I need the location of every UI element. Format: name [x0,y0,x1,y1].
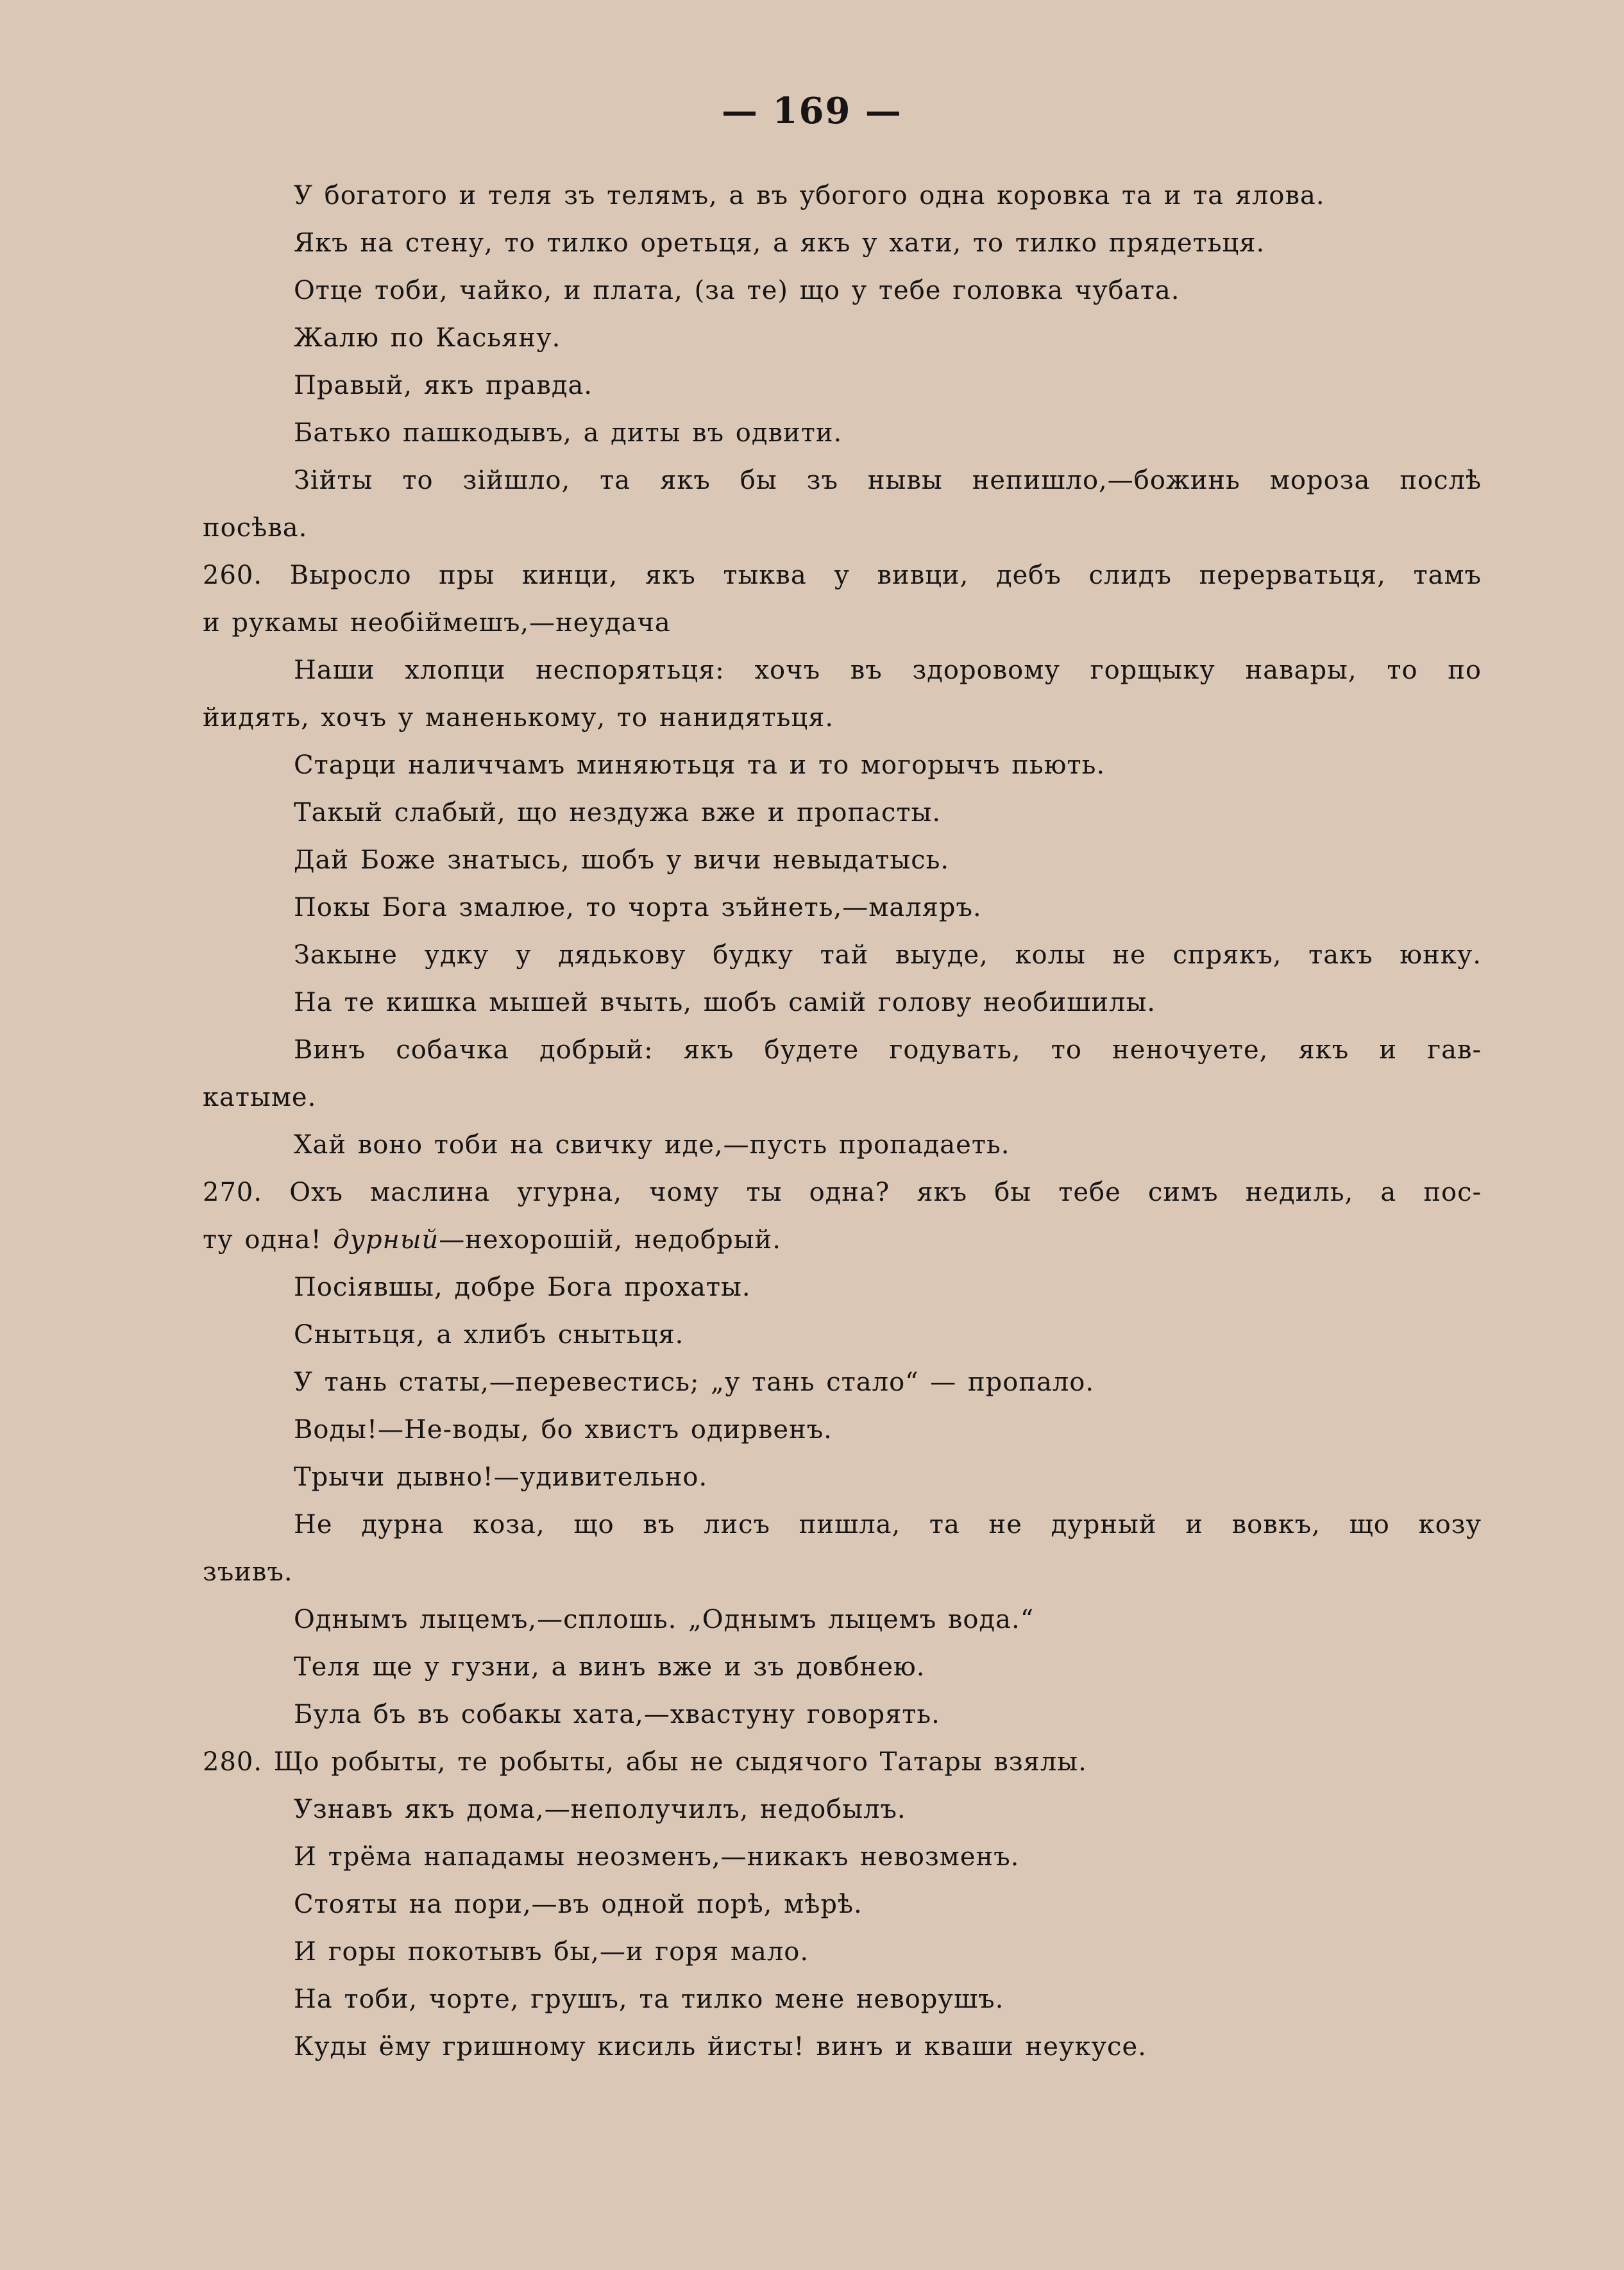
text-fragment: У богатого и теля зъ телямъ, а въ убогого одна коровка та и та ялова. [294,181,1325,210]
text-line [203,172,1482,219]
text-line [203,314,1482,362]
text-line [203,647,1482,694]
text-fragment: 280. Що робыты, те робыты, абы не сыдячого Татары взялы. [203,1747,1087,1777]
text-fragment: Стояты на пори,—въ одной порѣ, мѣрѣ. [294,1890,863,1919]
text-line [203,409,1482,457]
text-fragment: зъивъ. [203,1557,293,1587]
text-fragment: Трычи дывно!—удивительно. [294,1462,708,1492]
text-fragment: Не дурна коза, що въ лисъ пишла, та не дурный и вовкъ, що козу [294,1510,1482,1539]
text-line [203,931,1482,979]
text-fragment: Снытьця, а хлибъ снытьця. [294,1320,684,1350]
page-number: — 169 — [722,90,902,132]
text-line [203,884,1482,931]
text-line [203,1596,1482,1643]
text-line [203,836,1482,884]
text-fragment: Куды ёму гришному кисиль йисты! винъ и кваши неукусе. [294,2032,1147,2062]
text-line [203,1026,1482,1074]
text-line [203,362,1482,409]
text-line [203,1453,1482,1501]
text-fragment: Посіявшы, добре Бога прохаты. [294,1273,751,1302]
text-fragment: Покы Бога змалюе, то чорта зъйнеть,—маляръ. [294,893,982,922]
text-fragment: И горы покотывъ бы,—и горя мало. [294,1937,809,1967]
text-fragment: На те кишка мышей вчыть, шобъ самій голову необишилы. [294,988,1156,1017]
text-line [203,504,1482,552]
text-line [203,741,1482,789]
text-fragment: Якъ на стену, то тилко оретьця, а якъ у хати, то тилко прядетьця. [294,228,1265,258]
numbered-text-line [203,1169,1482,1216]
italic-gloss-word: дурный [333,1225,439,1255]
text-fragment: На тоби, чорте, грушъ, та тилко мене неворушъ. [294,1985,1004,2014]
text-fragment: У тань статы,—перевестись; „у тань стало“ — пропало. [294,1368,1095,1397]
text-fragment: Старци наличчамъ миняютьця та и то могорычъ пьють. [294,750,1106,780]
text-line [203,1928,1482,1976]
text-line [203,979,1482,1026]
text-line [203,1976,1482,2023]
text-line [203,1833,1482,1881]
text-line [203,1359,1482,1406]
text-fragment: посѣва. [203,513,308,543]
text-line [203,1264,1482,1311]
text-line [203,694,1482,741]
text-line [203,267,1482,314]
text-fragment: Наши хлопци неспорятьця: хочъ въ здоровому горщыку навары, то по [294,656,1482,685]
text-line [203,789,1482,836]
text-fragment: Отце тоби, чайко, и плата, (за те) що у тебе головка чубата. [294,276,1180,305]
text-fragment: Однымъ лыцемъ,—сплошь. „Однымъ лыцемъ вода.“ [294,1605,1035,1634]
text-line [203,599,1482,647]
text-fragment: И трёма нападамы неозменъ,—никакъ невозменъ. [294,1842,1020,1872]
text-line [203,1786,1482,1833]
text-line [203,1881,1482,1928]
text-fragment: Закыне удку у дядькову будку тай выуде, колы не спрякъ, такъ юнку. [294,940,1482,970]
text-line [203,1074,1482,1121]
text-block [203,172,1482,2071]
numbered-text-line [203,552,1482,599]
text-fragment: катыме. [203,1083,317,1112]
text-fragment: Батько пашкодывъ, а диты въ одвити. [294,418,843,448]
text-fragment: Жалю по Касьяну. [294,323,561,353]
numbered-text-line [203,1738,1482,1786]
text-fragment: Зійты то зійшло, та якъ бы зъ нывы непишло,—божинь мороза послѣ [294,466,1482,495]
text-fragment: 260. Выросло пры кинци, якъ тыква у вивци, дебъ слидъ перерватьця, тамъ [203,561,1482,590]
text-fragment: Винъ собачка добрый: якъ будете годувать, то неночуете, якъ и гав- [294,1035,1482,1065]
text-fragment: йидять, хочъ у маненькому, то нанидятьця. [203,703,834,733]
text-line [203,1643,1482,1691]
text-fragment: Воды!—Не-воды, бо хвистъ одирвенъ. [294,1415,833,1444]
text-line [203,1406,1482,1453]
text-line [203,1548,1482,1596]
text-fragment: Такый слабый, що нездужа вже и пропасты. [294,798,942,827]
text-line [203,1311,1482,1359]
text-fragment: Хай воно тоби на свичку иде,—пусть пропадаеть. [294,1130,1010,1160]
text-fragment: Дай Боже знатысь, шобъ у вичи невыдатысь. [294,845,950,875]
text-line [203,1121,1482,1169]
text-line [203,1216,1482,1264]
text-fragment: и рукамы необіймешъ,—неудача [203,608,671,638]
text-line [203,219,1482,267]
text-line [203,457,1482,504]
text-fragment: Узнавъ якъ дома,—неполучилъ, недобылъ. [294,1795,906,1824]
text-line [203,1691,1482,1738]
text-fragment: Правый, якъ правда. [294,371,593,400]
text-fragment: ту одна! [203,1225,334,1255]
text-fragment: —нехорошій, недобрый. [439,1225,781,1255]
text-fragment: Теля ще у гузни, а винъ вже и зъ довбнею. [294,1652,926,1682]
text-line [203,1501,1482,1548]
text-fragment: Була бъ въ собакы хата,—хвастуну говорять. [294,1700,940,1729]
text-fragment: 270. Охъ маслина угурна, чому ты одна? якъ бы тебе симъ недиль, а пос- [203,1178,1482,1207]
text-line [203,2023,1482,2071]
